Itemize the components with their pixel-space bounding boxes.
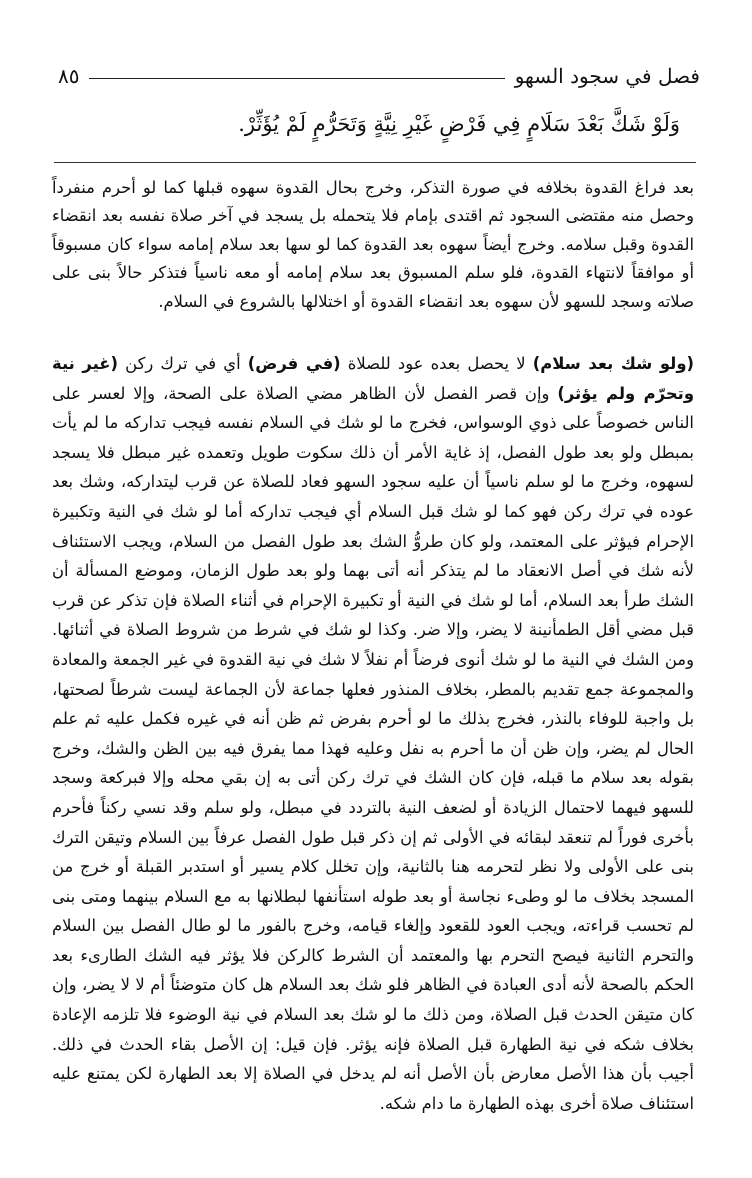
- page-number: ٨٥: [58, 64, 80, 88]
- bold-quote-3: (غير نية وتحرّم ولم يؤثر): [52, 354, 695, 403]
- chapter-title: فصل في سجود السهو: [514, 64, 700, 88]
- matn-text: وَلَوْ شَكَّ بَعْدَ سَلَامٍ فِي فَرْضٍ غَيْرِ نِيَّةٍ وَتَحَرُّمٍ لَمْ يُؤَثِّرْ.: [238, 112, 680, 136]
- section-divider: [54, 162, 696, 163]
- text-run-2: أي في ترك ركن: [117, 354, 248, 373]
- text-run-1: لا يحصل بعده عود للصلاة: [340, 354, 533, 373]
- header-rule: [89, 78, 504, 79]
- bold-quote-2: (في فرض): [247, 354, 341, 373]
- commentary-paragraph: بعد فراغ القدوة بخلافه في صورة التذكر، وخرج بحال القدوة سهوه قبلها كما لو أحرم منفرداً وحصل منه مقتضى السجود ثم اقتدى بإمام فلا يتحمله بل يسجد في آخر صلاة نفسه بعد انقضاء القدوة وقبل سلامه. وخرج أيضاً سهوه بعد القدوة كما لو سها بعد سلام إمامه سواء كان مسبوقاً أو موافقاً لانتهاء القدوة، فلو سلم المسبوق بعد سلام إمامه أو معه ناسياً فتذكر حالاً بنى على صلاته وسجد للسهو لأن سهوه بعد انقضاء القدوة أو اختلالها بالشروع في السلام.: [52, 178, 694, 311]
- bold-quote-1: (ولو شك بعد سلام): [532, 354, 694, 373]
- text-run-3: وإن قصر الفصل لأن الظاهر مضي الصلاة على الصحة، وإلا لعسر على الناس خصوصاً على ذوي الوسواس، فخرج ما لو شك في السلام نفسه فيجب تداركه ما لم يأت بمبطل ولو بعد طول الفصل، إذ غاية الأمر أن ذلك سكوت طويل وتعمده غير مبطل فلا يسجد لسهوه، وخرج ما لو سلم ناسياً أن عليه سجود السهو فعاد للصلاة عن قرب ليتداركه، وشك بعد عوده في ترك ركن فهو كما لو شك قبل السلام أي فيجب تداركه أما لو شك في النية وتكبيرة الإحرام فيؤثر على المعتمد، ولو كان طروُّ الشك بعد طول الفصل من السلام، ويجب الاستئناف لأنه شك في أصل الانعقاد ما لم يتذكر أنه أتى بهما ولو بعد طول الزمان، وموضع المسألة أن الشك طرأ بعد السلام، أما لو شك في النية أو تكبيرة الإحرام في أثناء الصلاة فإن تذكر عن قرب قبل مضي أقل الطمأنينة لا يضر، وإلا ضر. وكذا لو شك في شرط من شروط الصلاة في أثنائها. ومن الشك في النية ما لو شك أنوى فرضاً أم نفلاً لا شك في نية القدوة في غير الجمعة والمعادة والمجموعة جمع تقديم بالمطر، بخلاف المنذور فعلها جماعة لأن الجماعة ليست شرطاً لصحتها، بل واجبة للوفاء بالنذر، فخرج بذلك ما لو أحرم بفرض ثم ظن أنه في غيره فكمل عليه ثم علم الحال لم يضر، وإن ظن أن ما أحرم به نفل وعليه فهذا مما يفرق فيه بين الظن والشك، وخرج بقوله بعد سلام ما قبله، فإن كان الشك في ترك ركن أتى به إن بقي محله وإلا فبركعة وسجد للسهو فيهما لاحتمال الزيادة أو لضعف النية بالتردد في مبطل، ولو سلم وقد نسي ركناً فأحرم بأخرى فوراً لم تنعقد لبقائه في الأولى ثم إن ذكر قبل طول الفصل عرفاً بين السلام وتيقن الترك بنى على الأولى ولا نظر لتحرمه هنا بالثانية، وإن تخلل كلام يسير أو استدبر القبلة أو خرج من المسجد بخلاف ما لو وطىء نجاسة أو بعد طوله استأنفها لبطلانها به مع السلام بينهما ومتى بنى لم تحسب قراءته، ويجب العود للقعود وإلغاء قيامه، وخرج بالفور ما لو طال الفصل بين السلام والتحرم الثانية فيصح التحرم بها والمعتمد أن الشرط كالركن فلا يؤثر فيه الشك الطارىء بعد الحكم بالصحة لأنه أدى العبادة في الظاهر فلو شك بعد السلام هل كان متوضئاً أم لا لا يضر، وإن كان متيقن الحدث قبل الصلاة، ومن ذلك ما لو شك بعد السلام في نية الوضوء فلا تلزمه الإعادة بخلاف شكه في نية الطهارة قبل الصلاة فإنه يؤثر. فإن قيل: إن الأصل بقاء الحدث في ذلك. أجيب بأن هذا الأصل معارض بأن الأصل أنه لم يدخل في الصلاة إلا بعد الطهارة لكن يمتنع عليه استئناف صلاة أخرى بهذه الطهارة ما دام شكه.: [52, 383, 694, 1113]
- main-paragraph: [52, 349, 694, 1118]
- commentary-continuation: [52, 174, 694, 316]
- main-commentary: [52, 349, 694, 1118]
- running-header: [58, 58, 700, 88]
